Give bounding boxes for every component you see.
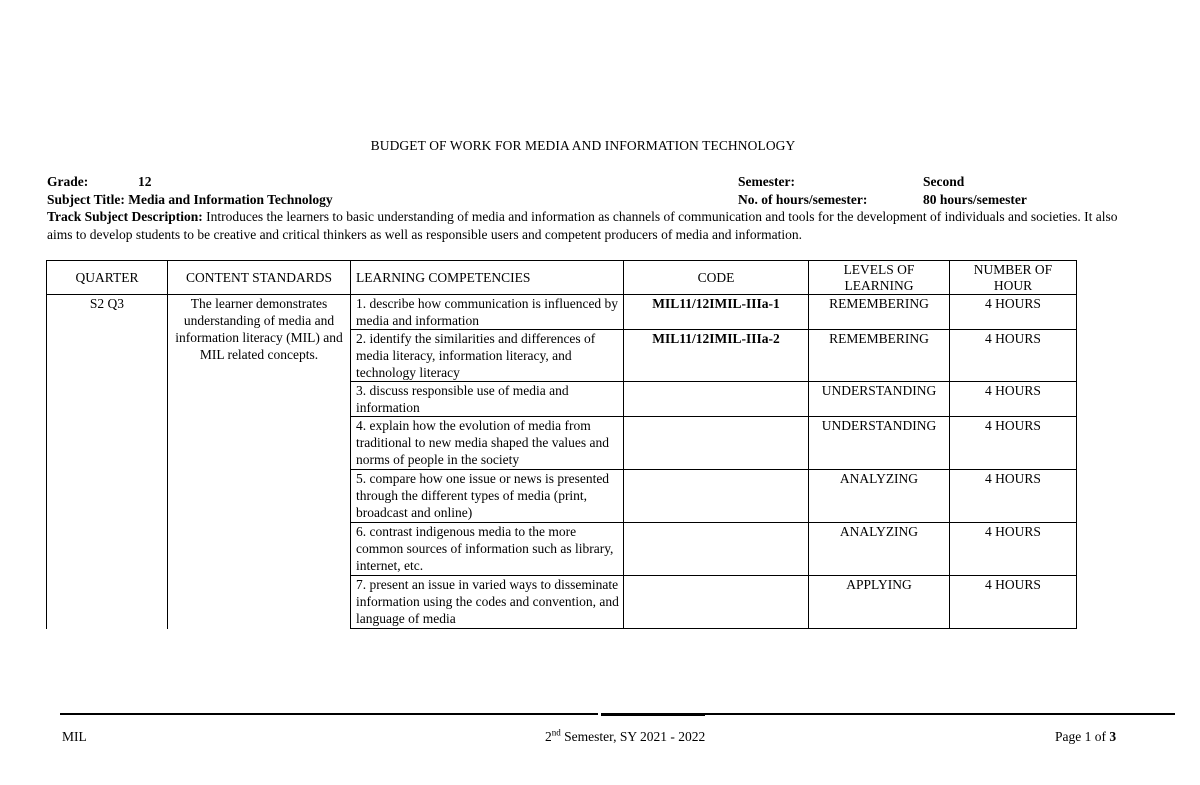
quarter-cell: S2 Q3 bbox=[47, 295, 168, 629]
footer-semester-text: Semester, SY 2021 - 2022 bbox=[560, 729, 706, 744]
competency-cell: 1. describe how communication is influenced by media and information bbox=[351, 295, 624, 330]
header-content-standards: CONTENT STANDARDS bbox=[168, 261, 351, 295]
subject-title bbox=[47, 191, 333, 209]
footer-page-number bbox=[1055, 729, 1116, 745]
competency-cell: 2. identify the similarities and differences of media literacy, information literacy, and technology literacy bbox=[351, 330, 624, 382]
grade-label: Grade: bbox=[47, 174, 89, 189]
hours-cell: 4 HOURS bbox=[950, 295, 1077, 330]
code-cell bbox=[624, 382, 809, 417]
semester-value: Second bbox=[923, 174, 965, 189]
footer-divider bbox=[60, 713, 598, 715]
hours-cell: 4 HOURS bbox=[950, 576, 1077, 629]
subject-label: Subject Title: bbox=[47, 192, 125, 207]
track-description bbox=[47, 208, 1137, 244]
budget-table bbox=[46, 260, 1077, 629]
code-cell: MIL11/12IMIL-IIIa-1 bbox=[624, 295, 809, 330]
footer-divider bbox=[705, 713, 1175, 715]
footer-left: MIL bbox=[62, 729, 87, 744]
hours-value: 80 hours/semester bbox=[923, 192, 1027, 207]
table-header-row bbox=[47, 261, 1077, 295]
level-cell: ANALYZING bbox=[809, 523, 950, 576]
level-cell: REMEMBERING bbox=[809, 295, 950, 330]
footer-divider bbox=[601, 713, 705, 716]
hours-cell: 4 HOURS bbox=[950, 330, 1077, 382]
header-quarter: QUARTER bbox=[47, 261, 168, 295]
hours-label: No. of hours/semester: bbox=[738, 192, 868, 207]
document-title: BUDGET OF WORK FOR MEDIA AND INFORMATION TECHNOLOGY bbox=[370, 138, 796, 153]
competency-cell: 7. present an issue in varied ways to disseminate information using the codes and convention, and language of media bbox=[351, 576, 624, 629]
code-cell bbox=[624, 470, 809, 523]
header-learning-competencies: LEARNING COMPETENCIES bbox=[351, 261, 624, 295]
competency-cell: 4. explain how the evolution of media from traditional to new media shaped the values and norms of people in the society bbox=[351, 417, 624, 470]
footer-center bbox=[545, 729, 705, 745]
competency-cell: 5. compare how one issue or news is presented through the different types of media (print, broadcast and online) bbox=[351, 470, 624, 523]
level-cell: ANALYZING bbox=[809, 470, 950, 523]
level-cell: REMEMBERING bbox=[809, 330, 950, 382]
footer-page-total: 3 bbox=[1109, 729, 1117, 744]
code-cell bbox=[624, 417, 809, 470]
footer-semester-number: 2 bbox=[545, 729, 552, 744]
level-cell: UNDERSTANDING bbox=[809, 417, 950, 470]
header-levels-of-learning: LEVELS OF LEARNING bbox=[809, 261, 950, 295]
code-cell bbox=[624, 576, 809, 629]
level-cell: UNDERSTANDING bbox=[809, 382, 950, 417]
footer-page-prefix: Page 1 of bbox=[1055, 729, 1110, 744]
header-number-of-hour: NUMBER OF HOUR bbox=[950, 261, 1077, 295]
table-row bbox=[47, 295, 1077, 330]
competency-cell: 6. contrast indigenous media to the more common sources of information such as library, internet, etc. bbox=[351, 523, 624, 576]
hours-cell: 4 HOURS bbox=[950, 382, 1077, 417]
track-value: Introduces the learners to basic understanding of media and information as channels of communication and tools for the development of individuals and societies. It also aims to develop students to be creative and critical thinkers as well as responsible users and competent producers of media and information. bbox=[47, 209, 1118, 242]
competency-cell: 3. discuss responsible use of media and information bbox=[351, 382, 624, 417]
content-standard-cell: The learner demonstrates understanding of media and information literacy (MIL) and MIL related concepts. bbox=[168, 295, 351, 629]
hours-cell: 4 HOURS bbox=[950, 523, 1077, 576]
code-cell bbox=[624, 523, 809, 576]
code-cell: MIL11/12IMIL-IIIa-2 bbox=[624, 330, 809, 382]
track-label: Track Subject Description: bbox=[47, 209, 203, 224]
level-cell: APPLYING bbox=[809, 576, 950, 629]
footer-semester-suffix: nd bbox=[551, 727, 561, 738]
semester-label: Semester: bbox=[738, 174, 795, 189]
hours-cell: 4 HOURS bbox=[950, 470, 1077, 523]
hours-cell: 4 HOURS bbox=[950, 417, 1077, 470]
subject-value: Media and Information Technology bbox=[128, 192, 333, 207]
header-code: CODE bbox=[624, 261, 809, 295]
grade-value: 12 bbox=[138, 174, 152, 189]
